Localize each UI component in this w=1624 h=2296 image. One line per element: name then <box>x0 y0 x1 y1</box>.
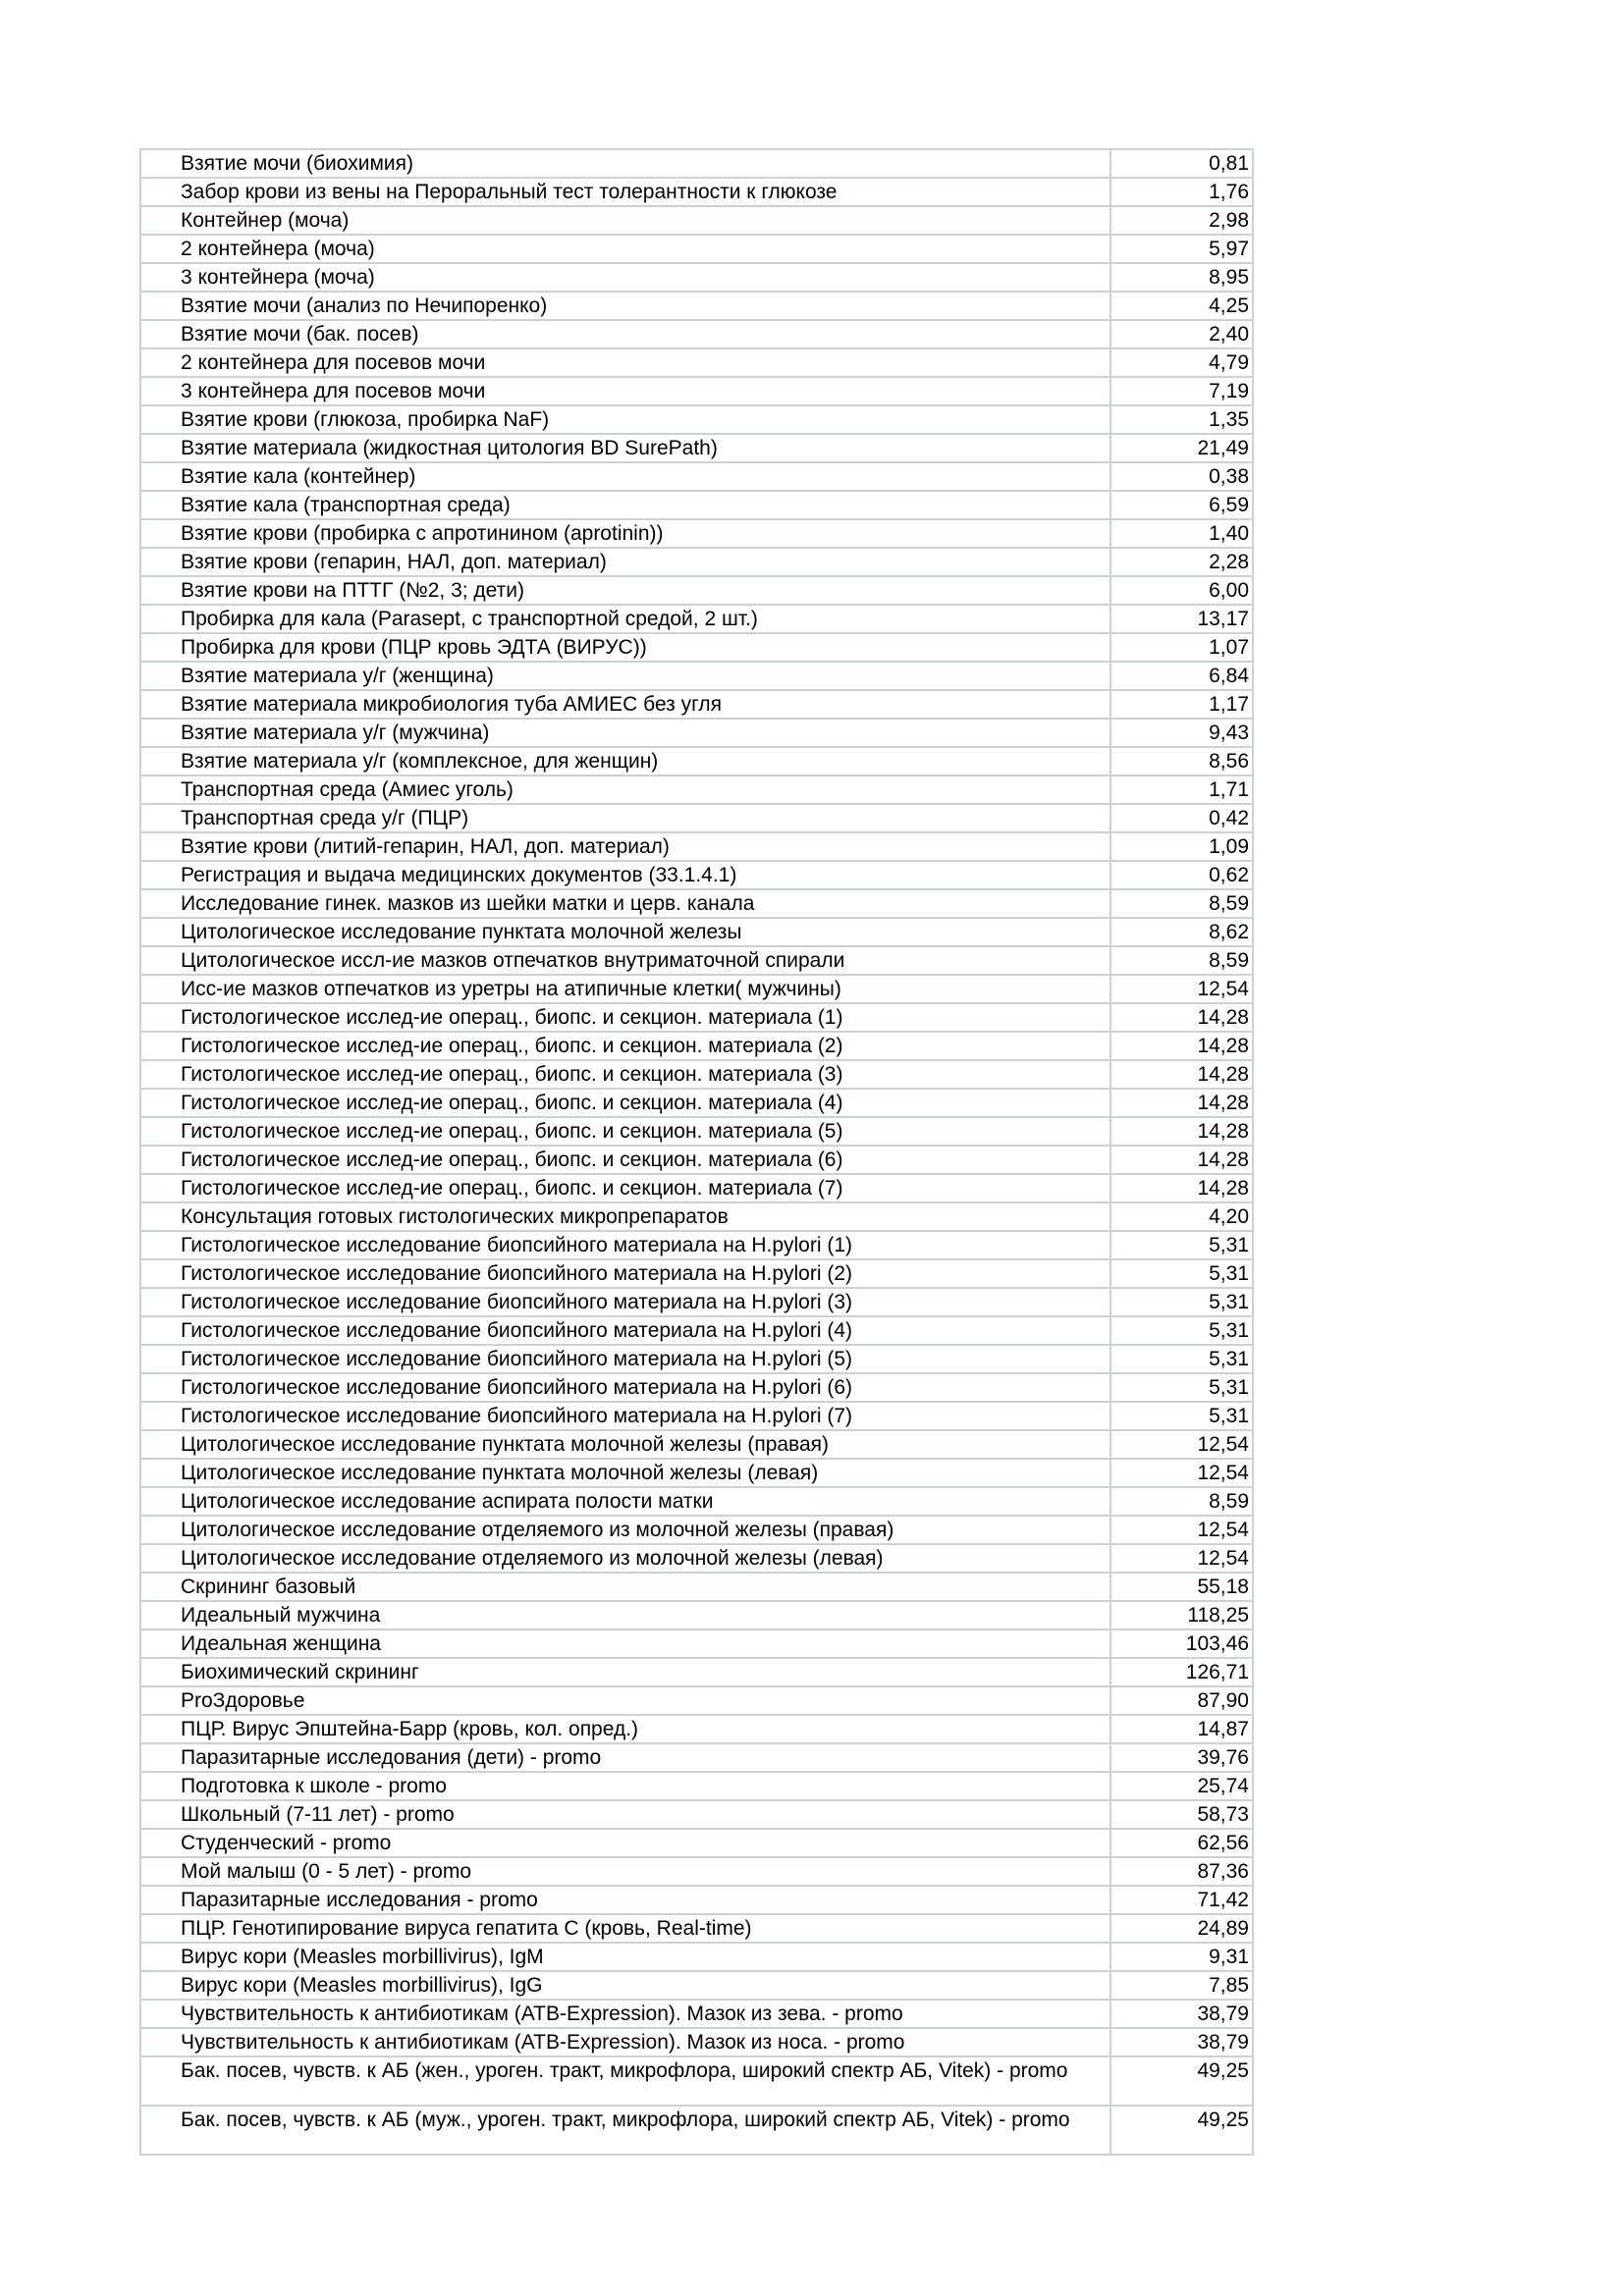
table-row <box>140 1886 1253 1914</box>
service-name-cell: Цитологическое исследование пунктата молочной железы (правая) <box>140 1430 1110 1459</box>
service-name-cell: Гистологическое исслед-ие операц., биопс. и секцион. материала (6) <box>140 1146 1110 1174</box>
service-name-cell: Транспортная среда у/г (ПЦР) <box>140 804 1110 832</box>
price-cell: 14,87 <box>1110 1715 1253 1743</box>
price-cell: 0,42 <box>1110 804 1253 832</box>
service-name-cell: Гистологическое исследование биопсийного материала на H.pylori (6) <box>140 1373 1110 1402</box>
price-cell: 2,28 <box>1110 548 1253 576</box>
service-name-cell: Гистологическое исслед-ие операц., биопс. и секцион. материала (5) <box>140 1117 1110 1146</box>
service-name-cell: Регистрация и выдача медицинских документов (33.1.4.1) <box>140 861 1110 889</box>
table-row <box>140 1316 1253 1345</box>
table-row <box>140 1686 1253 1715</box>
table-row <box>140 206 1253 235</box>
service-name-cell: Цитологическое исследование пунктата молочной железы (левая) <box>140 1459 1110 1487</box>
table-row <box>140 690 1253 719</box>
service-name-cell: Вирус кори (Measles morbillivirus), IgG <box>140 1971 1110 2000</box>
service-name-cell: Вирус кори (Measles morbillivirus), IgM <box>140 1943 1110 1971</box>
service-name-cell: Взятие кала (контейнер) <box>140 462 1110 491</box>
service-name-cell: Гистологическое исследование биопсийного материала на H.pylori (7) <box>140 1402 1110 1430</box>
service-name-cell: Бак. посев, чувств. к АБ (муж., уроген. тракт, микрофлора, широкий спектр АБ, Vitek) - promo <box>140 2106 1110 2155</box>
table-row <box>140 320 1253 348</box>
price-cell: 5,31 <box>1110 1316 1253 1345</box>
service-name-cell: Гистологическое исследование биопсийного материала на H.pylori (1) <box>140 1231 1110 1259</box>
price-cell: 1,09 <box>1110 832 1253 861</box>
table-row <box>140 1715 1253 1743</box>
table-row <box>140 1259 1253 1288</box>
price-cell: 13,17 <box>1110 605 1253 633</box>
price-cell: 12,54 <box>1110 975 1253 1003</box>
table-row <box>140 918 1253 946</box>
table-row <box>140 1459 1253 1487</box>
price-cell: 14,28 <box>1110 1146 1253 1174</box>
table-row <box>140 178 1253 206</box>
service-name-cell: Биохимический скрининг <box>140 1658 1110 1686</box>
price-cell: 6,00 <box>1110 576 1253 605</box>
price-cell: 5,31 <box>1110 1373 1253 1402</box>
service-name-cell: Гистологическое исслед-ие операц., биопс. и секцион. материала (1) <box>140 1003 1110 1032</box>
price-cell: 12,54 <box>1110 1544 1253 1573</box>
table-row <box>140 263 1253 292</box>
price-cell: 0,81 <box>1110 149 1253 178</box>
service-name-cell: Взятие материала микробиология туба АМИЕС без угля <box>140 690 1110 719</box>
table-row <box>140 434 1253 462</box>
price-cell: 25,74 <box>1110 1772 1253 1800</box>
price-table-body <box>140 149 1253 2155</box>
table-row <box>140 1402 1253 1430</box>
price-cell: 1,71 <box>1110 775 1253 804</box>
price-cell: 38,79 <box>1110 2028 1253 2056</box>
table-row <box>140 861 1253 889</box>
table-row <box>140 576 1253 605</box>
price-cell: 5,31 <box>1110 1259 1253 1288</box>
price-cell: 0,38 <box>1110 462 1253 491</box>
table-row <box>140 605 1253 633</box>
price-cell: 5,31 <box>1110 1231 1253 1259</box>
price-cell: 5,31 <box>1110 1288 1253 1316</box>
table-row <box>140 1032 1253 1060</box>
service-name-cell: Гистологическое исследование биопсийного материала на H.pylori (4) <box>140 1316 1110 1345</box>
table-row <box>140 2028 1253 2056</box>
service-name-cell: Гистологическое исслед-ие операц., биопс. и секцион. материала (7) <box>140 1174 1110 1202</box>
table-row <box>140 405 1253 434</box>
price-cell: 8,59 <box>1110 946 1253 975</box>
table-row <box>140 1829 1253 1857</box>
price-cell: 21,49 <box>1110 434 1253 462</box>
price-cell: 1,35 <box>1110 405 1253 434</box>
service-name-cell: Взятие материала у/г (женщина) <box>140 662 1110 690</box>
price-cell: 8,59 <box>1110 889 1253 918</box>
service-name-cell: Гистологическое исследование биопсийного материала на H.pylori (5) <box>140 1345 1110 1373</box>
price-cell: 7,85 <box>1110 1971 1253 2000</box>
service-name-cell: Взятие крови на ПТТГ (№2, 3; дети) <box>140 576 1110 605</box>
service-name-cell: Паразитарные исследования (дети) - promo <box>140 1743 1110 1772</box>
service-name-cell: Взятие мочи (бак. посев) <box>140 320 1110 348</box>
table-row <box>140 1516 1253 1544</box>
service-name-cell: 2 контейнера для посевов мочи <box>140 348 1110 377</box>
price-cell: 12,54 <box>1110 1459 1253 1487</box>
price-cell: 14,28 <box>1110 1089 1253 1117</box>
table-row <box>140 292 1253 320</box>
service-name-cell: ПЦР. Генотипирование вируса гепатита С (кровь, Real-time) <box>140 1914 1110 1943</box>
service-name-cell: Взятие материала у/г (мужчина) <box>140 719 1110 747</box>
table-row <box>140 1573 1253 1601</box>
table-row <box>140 775 1253 804</box>
price-cell: 12,54 <box>1110 1430 1253 1459</box>
price-cell: 0,62 <box>1110 861 1253 889</box>
service-name-cell: Чувствительность к антибиотикам (ATB-Expression). Мазок из зева. - promo <box>140 2000 1110 2028</box>
price-cell: 2,40 <box>1110 320 1253 348</box>
table-row <box>140 2056 1253 2106</box>
service-name-cell: Взятие крови (гепарин, НАЛ, доп. материал) <box>140 548 1110 576</box>
price-cell: 6,84 <box>1110 662 1253 690</box>
table-row <box>140 519 1253 548</box>
price-cell: 4,20 <box>1110 1202 1253 1231</box>
table-row <box>140 662 1253 690</box>
service-name-cell: ProЗдоровье <box>140 1686 1110 1715</box>
service-name-cell: Взятие кала (транспортная среда) <box>140 491 1110 519</box>
service-name-cell: Гистологическое исследование биопсийного материала на H.pylori (3) <box>140 1288 1110 1316</box>
price-cell: 14,28 <box>1110 1117 1253 1146</box>
table-row <box>140 548 1253 576</box>
table-row <box>140 1857 1253 1886</box>
price-cell: 4,25 <box>1110 292 1253 320</box>
price-cell: 7,19 <box>1110 377 1253 405</box>
service-name-cell: Чувствительность к антибиотикам (ATB-Expression). Мазок из носа. - promo <box>140 2028 1110 2056</box>
table-row <box>140 946 1253 975</box>
price-cell: 14,28 <box>1110 1032 1253 1060</box>
price-cell: 87,36 <box>1110 1857 1253 1886</box>
price-cell: 6,59 <box>1110 491 1253 519</box>
table-row <box>140 1345 1253 1373</box>
table-row <box>140 1658 1253 1686</box>
table-row <box>140 633 1253 662</box>
price-cell: 1,40 <box>1110 519 1253 548</box>
price-cell: 55,18 <box>1110 1573 1253 1601</box>
service-name-cell: Гистологическое исслед-ие операц., биопс. и секцион. материала (2) <box>140 1032 1110 1060</box>
price-cell: 5,31 <box>1110 1345 1253 1373</box>
table-row <box>140 1629 1253 1658</box>
price-cell: 12,54 <box>1110 1516 1253 1544</box>
table-row <box>140 235 1253 263</box>
price-cell: 24,89 <box>1110 1914 1253 1943</box>
price-cell: 87,90 <box>1110 1686 1253 1715</box>
table-row <box>140 491 1253 519</box>
table-row <box>140 462 1253 491</box>
service-name-cell: Взятие мочи (анализ по Нечипоренко) <box>140 292 1110 320</box>
price-cell: 8,59 <box>1110 1487 1253 1516</box>
price-cell: 1,76 <box>1110 178 1253 206</box>
service-name-cell: Студенческий - promo <box>140 1829 1110 1857</box>
table-row <box>140 1544 1253 1573</box>
table-row <box>140 832 1253 861</box>
price-cell: 126,71 <box>1110 1658 1253 1686</box>
price-cell: 8,95 <box>1110 263 1253 292</box>
price-cell: 49,25 <box>1110 2056 1253 2106</box>
service-name-cell: Паразитарные исследования - promo <box>140 1886 1110 1914</box>
table-row <box>140 1060 1253 1089</box>
service-name-cell: Взятие материала у/г (комплексное, для женщин) <box>140 747 1110 775</box>
price-cell: 118,25 <box>1110 1601 1253 1629</box>
table-row <box>140 1174 1253 1202</box>
table-row <box>140 348 1253 377</box>
table-row <box>140 1231 1253 1259</box>
service-name-cell: Консультация готовых гистологических микропрепаратов <box>140 1202 1110 1231</box>
price-cell: 4,79 <box>1110 348 1253 377</box>
price-table <box>139 148 1254 2156</box>
service-name-cell: Взятие материала (жидкостная цитология BD SurePath) <box>140 434 1110 462</box>
table-row <box>140 975 1253 1003</box>
service-name-cell: Взятие крови (глюкоза, пробирка NaF) <box>140 405 1110 434</box>
table-row <box>140 1003 1253 1032</box>
service-name-cell: Гистологическое исслед-ие операц., биопс. и секцион. материала (3) <box>140 1060 1110 1089</box>
table-row <box>140 1487 1253 1516</box>
table-row <box>140 1202 1253 1231</box>
table-row <box>140 1914 1253 1943</box>
table-row <box>140 804 1253 832</box>
service-name-cell: Мой малыш (0 - 5 лет) - promo <box>140 1857 1110 1886</box>
table-row <box>140 377 1253 405</box>
service-name-cell: Идеальный мужчина <box>140 1601 1110 1629</box>
price-cell: 8,62 <box>1110 918 1253 946</box>
service-name-cell: Транспортная среда (Амиес уголь) <box>140 775 1110 804</box>
price-cell: 71,42 <box>1110 1886 1253 1914</box>
service-name-cell: Цитологическое исследование отделяемого из молочной железы (левая) <box>140 1544 1110 1573</box>
table-row <box>140 1288 1253 1316</box>
service-name-cell: Подготовка к школе - promo <box>140 1772 1110 1800</box>
service-name-cell: Взятие крови (литий-гепарин, НАЛ, доп. материал) <box>140 832 1110 861</box>
service-name-cell: 2 контейнера (моча) <box>140 235 1110 263</box>
service-name-cell: Цитологическое иссл-ие мазков отпечатков внутриматочной спирали <box>140 946 1110 975</box>
service-name-cell: Забор крови из вены на Пероральный тест толерантности к глюкозе <box>140 178 1110 206</box>
table-row <box>140 2106 1253 2155</box>
table-row <box>140 1943 1253 1971</box>
price-cell: 39,76 <box>1110 1743 1253 1772</box>
service-name-cell: Цитологическое исследование пунктата молочной железы <box>140 918 1110 946</box>
table-row <box>140 889 1253 918</box>
service-name-cell: Пробирка для кала (Parasept, с транспортной средой, 2 шт.) <box>140 605 1110 633</box>
service-name-cell: Исследование гинек. мазков из шейки матки и церв. канала <box>140 889 1110 918</box>
table-row <box>140 1089 1253 1117</box>
service-name-cell: 3 контейнера для посевов мочи <box>140 377 1110 405</box>
service-name-cell: Гистологическое исслед-ие операц., биопс. и секцион. материала (4) <box>140 1089 1110 1117</box>
price-cell: 38,79 <box>1110 2000 1253 2028</box>
table-row <box>140 149 1253 178</box>
service-name-cell: Взятие мочи (биохимия) <box>140 149 1110 178</box>
service-name-cell: Скрининг базовый <box>140 1573 1110 1601</box>
service-name-cell: Бак. посев, чувств. к АБ (жен., уроген. тракт, микрофлора, широкий спектр АБ, Vitek) - promo <box>140 2056 1110 2106</box>
price-cell: 14,28 <box>1110 1174 1253 1202</box>
table-row <box>140 747 1253 775</box>
table-row <box>140 1601 1253 1629</box>
table-row <box>140 1772 1253 1800</box>
service-name-cell: Взятие крови (пробирка с апротинином (aprotinin)) <box>140 519 1110 548</box>
price-cell: 5,97 <box>1110 235 1253 263</box>
price-cell: 2,98 <box>1110 206 1253 235</box>
price-cell: 49,25 <box>1110 2106 1253 2155</box>
table-row <box>140 1971 1253 2000</box>
table-row <box>140 1743 1253 1772</box>
price-cell: 14,28 <box>1110 1060 1253 1089</box>
price-cell: 9,43 <box>1110 719 1253 747</box>
table-row <box>140 719 1253 747</box>
service-name-cell: Контейнер (моча) <box>140 206 1110 235</box>
service-name-cell: Школьный (7-11 лет) - promo <box>140 1800 1110 1829</box>
service-name-cell: 3 контейнера (моча) <box>140 263 1110 292</box>
price-cell: 8,56 <box>1110 747 1253 775</box>
service-name-cell: Пробирка для крови (ПЦР кровь ЭДТА (ВИРУС)) <box>140 633 1110 662</box>
table-row <box>140 1373 1253 1402</box>
price-cell: 1,17 <box>1110 690 1253 719</box>
table-row <box>140 1146 1253 1174</box>
price-cell: 103,46 <box>1110 1629 1253 1658</box>
service-name-cell: Цитологическое исследование аспирата полости матки <box>140 1487 1110 1516</box>
price-cell: 14,28 <box>1110 1003 1253 1032</box>
service-name-cell: Исс-ие мазков отпечатков из уретры на атипичные клетки( мужчины) <box>140 975 1110 1003</box>
price-cell: 9,31 <box>1110 1943 1253 1971</box>
price-cell: 1,07 <box>1110 633 1253 662</box>
service-name-cell: Идеальная женщина <box>140 1629 1110 1658</box>
table-row <box>140 1430 1253 1459</box>
table-row <box>140 1117 1253 1146</box>
service-name-cell: ПЦР. Вирус Эпштейна-Барр (кровь, кол. опред.) <box>140 1715 1110 1743</box>
price-cell: 62,56 <box>1110 1829 1253 1857</box>
service-name-cell: Цитологическое исследование отделяемого из молочной железы (правая) <box>140 1516 1110 1544</box>
service-name-cell: Гистологическое исследование биопсийного материала на H.pylori (2) <box>140 1259 1110 1288</box>
price-cell: 58,73 <box>1110 1800 1253 1829</box>
table-row <box>140 1800 1253 1829</box>
price-cell: 5,31 <box>1110 1402 1253 1430</box>
table-row <box>140 2000 1253 2028</box>
